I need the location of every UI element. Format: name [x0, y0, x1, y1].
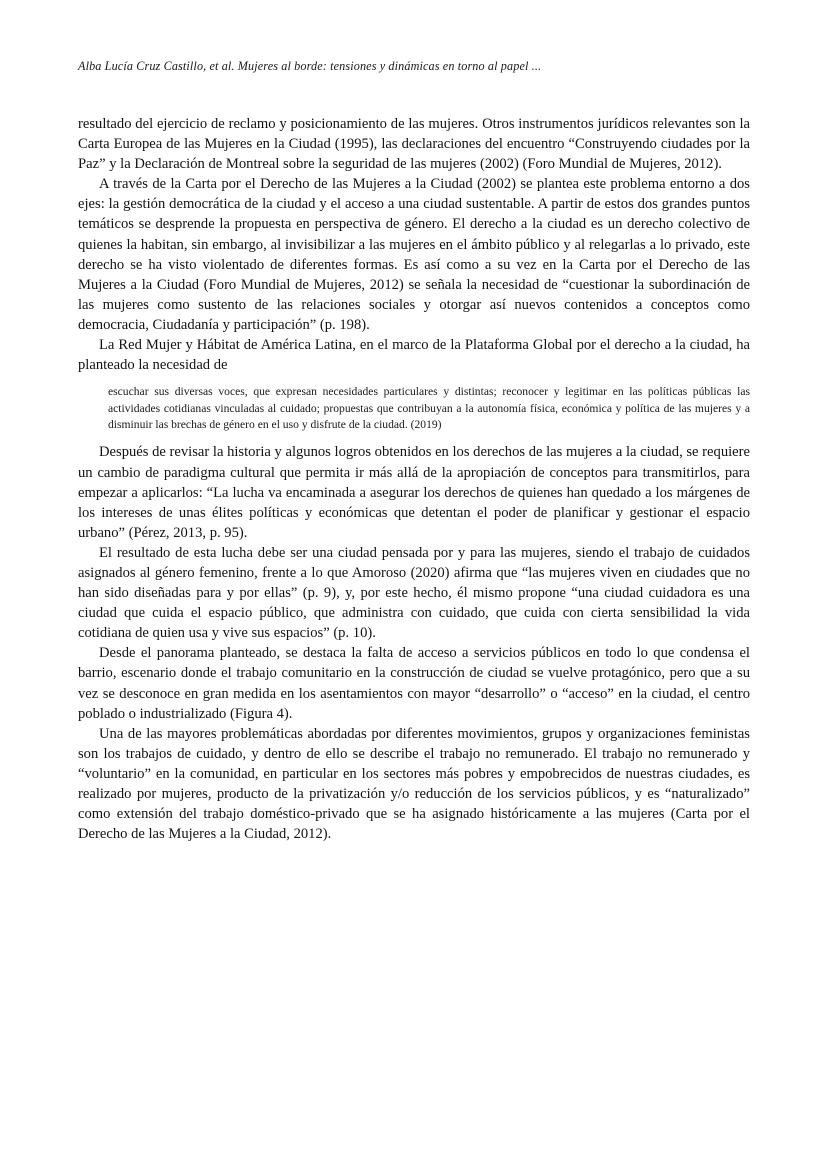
paragraph-7: Una de las mayores problemáticas abordadas por diferentes movimientos, grupos y organizaciones feministas son los trabajos de cuidado, y dentro de ello se describe el trabajo no remunerado. El trabajo no remunerado y “voluntario” en la comunidad, en particular en los sectores más pobres y empobrecidos de nuestras ciudades, es realizado por mujeres, producto de la privatización y/o reducción de los servicios públicos, y es “naturalizado” como extensión del trabajo doméstico-privado que se ha asignado históricamente a las mujeres (Carta por el Derecho de las Mujeres a la Ciudad, 2012). — [78, 725, 750, 843]
block-quote-text: escuchar sus diversas voces, que expresan necesidades particulares y distintas; reconocer y legitimar en las políticas públicas las actividades cotidianas vinculadas al cuidado; propuestas que contribuyan a la autonomía física, económica y política de las mujeres y a disminuir las brechas de género en el uso y disfrute de la ciudad. (2019) — [108, 385, 750, 432]
body-text-column — [78, 114, 750, 844]
block-quote — [78, 384, 750, 433]
paragraph-2: A través de la Carta por el Derecho de las Mujeres a la Ciudad (2002) se plantea este problema entorno a dos ejes: la gestión democrática de la ciudad y el acceso a una ciudad sustentable. A partir de estos dos grandes puntos temáticos se desprende la propuesta en perspectiva de género. El derecho a la ciudad es un derecho colectivo de quienes la habitan, sin embargo, al invisibilizar a las mujeres en el ámbito público y al relegarlas a lo privado, este derecho se ha visto violentado de diferentes formas. Es así como a su vez en la Carta por el Derecho de las Mujeres a la Ciudad (Foro Mundial de Mujeres, 2012) se señala la necesidad de “cuestionar la subordinación de las mujeres como sustento de las relaciones sociales y otorgar así nuevos contenidos a conceptos como democracia, Ciudadanía y participación” (p. 198). — [78, 176, 750, 333]
paragraph-5: El resultado de esta lucha debe ser una ciudad pensada por y para las mujeres, siendo el trabajo de cuidados asignados al género femenino, frente a lo que Amoroso (2020) afirma que “las mujeres viven en ciudades que no han sido diseñadas para y por ellas” (p. 9), y, por este hecho, él mismo propone “una ciudad cuidadora es una ciudad que cuida el espacio público, que administra con cuidado, que cuida con cierta sensibilidad la vida cotidiana de quien usa y vive sus espacios” (p. 10). — [78, 544, 750, 642]
paragraph-4: Después de revisar la historia y algunos logros obtenidos en los derechos de las mujeres a la ciudad, se requiere un cambio de paradigma cultural que permita ir más allá de la apropiación de conceptos para transmitirlos, para empezar a aplicarlos: “La lucha va encaminada a asegurar los derechos de quienes han quedado a los márgenes de los intereses de unas élites políticas y económicas que detentan el poder de planificar y gestionar el espacio urbano” (Pérez, 2013, p. 95). — [78, 444, 750, 541]
running-head: Alba Lucía Cruz Castillo, et al. Mujeres al borde: tensiones y dinámicas en torno al papel ... — [78, 59, 542, 73]
paragraph-1: resultado del ejercicio de reclamo y posicionamiento de las mujeres. Otros instrumentos jurídicos relevantes son la Carta Europea de las Mujeres en la Ciudad (1995), las declaraciones del encuentro “Construyendo ciudades por la Paz” y la Declaración de Montreal sobre la seguridad de las mujeres (2002) (Foro Mundial de Mujeres, 2012). — [78, 116, 750, 173]
paragraph-6: Desde el panorama planteado, se destaca la falta de acceso a servicios públicos en todo lo que condensa el barrio, escenario donde el trabajo comunitario en la construcción de ciudad se vuelve protagónico, pero que a su vez se desconoce en gran medida en los asentamientos con mayor “desarrollo” o “acceso” en la ciudad, el centro poblado o industrializado (Figura 4). — [78, 645, 750, 722]
paragraph-3: La Red Mujer y Hábitat de América Latina, en el marco de la Plataforma Global por el derecho a la ciudad, ha planteado la necesidad de — [78, 337, 750, 374]
